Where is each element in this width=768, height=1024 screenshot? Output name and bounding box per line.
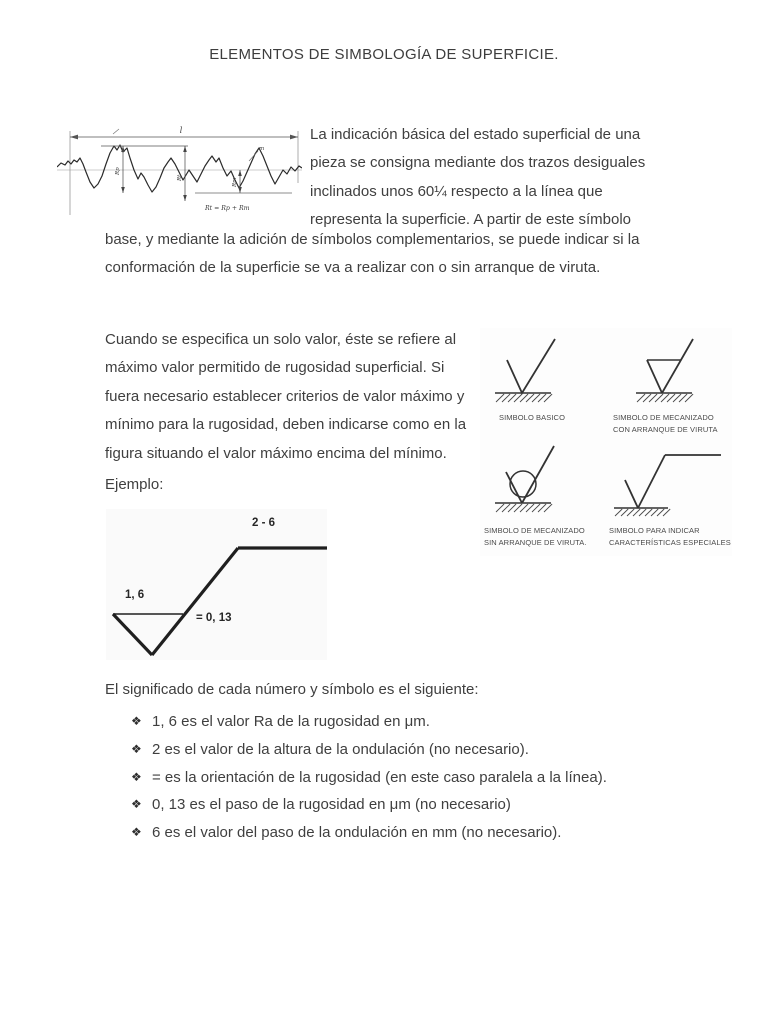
example-label-top: 2 - 6	[252, 517, 276, 529]
special-characteristics-symbol-icon	[608, 440, 726, 518]
profile-formula: Rt = Rp + Rm	[205, 205, 250, 212]
symbol-without-removal-label-line2: SIN ARRANQUE DE VIRUTA.	[484, 537, 587, 547]
list-item: ❖ 6 es el valor del paso de la ondulación en mm (no necesario).	[131, 819, 607, 847]
roughness-profile-drawing	[57, 117, 302, 223]
example-label-left: 1, 6	[125, 589, 145, 601]
material-removal-symbol-icon	[612, 330, 730, 408]
roughness-profile-figure	[57, 117, 302, 223]
profile-arrow-label-rp: Rp	[115, 167, 121, 175]
intro-line: base, y mediante la adición de símbolos complementarios, se puede indicar si la	[105, 231, 640, 248]
symbol-with-material-removal	[612, 330, 732, 435]
paragraph2-line: Cuando se especifica un solo valor, éste se refiere al	[105, 331, 457, 348]
list-item: ❖ = es la orientación de la rugosidad (en este caso paralela a la línea).	[131, 764, 607, 792]
profile-length-label: l	[179, 126, 183, 135]
symbol-special-characteristics	[608, 440, 730, 548]
roughness-values-paragraph	[105, 326, 466, 468]
profile-leader-label: m	[259, 146, 265, 152]
example-symbol-drawing	[106, 509, 327, 660]
intro-line: conformación de la superficie se va a realizar con o sin arranque de viruta.	[105, 259, 601, 277]
symbol-with-removal-label-line2: CON ARRANQUE DE VIRUTA	[613, 424, 718, 434]
symbol-basic-label: SIMBOLO BASICO	[499, 413, 565, 422]
intro-paragraph-full-width	[105, 226, 639, 283]
list-item: ❖ 1, 6 es el valor Ra de la rugosidad en μm.	[131, 708, 607, 736]
intro-line: inclinados unos 60¼ respecto a la línea que	[310, 182, 603, 200]
symbol-without-material-removal	[483, 440, 605, 548]
list-item: ❖ 0, 13 es el paso de la rugosidad en μm (no necesario)	[131, 791, 607, 819]
paragraph2-line: figura situando el valor máximo encima del mínimo.	[105, 444, 447, 462]
symbol-special-label-line2: CARACTERÍSTICAS ESPECIALES	[609, 537, 731, 547]
profile-arrow-label-rt: Rt	[177, 174, 183, 181]
bullet-diamond-icon: ❖	[131, 797, 142, 812]
symbol-basic	[487, 330, 605, 424]
bullet-diamond-icon: ❖	[131, 714, 142, 728]
example-label-middle: = 0, 13	[196, 612, 232, 624]
example-heading: Ejemplo:	[105, 476, 164, 493]
intro-line: La indicación básica del estado superficial de una	[310, 126, 641, 143]
paragraph2-line: fuera necesario establecer criterios de valor máximo y	[105, 387, 465, 405]
no-material-removal-symbol-icon	[483, 440, 601, 518]
basic-symbol-icon	[487, 330, 605, 408]
bullet-diamond-icon: ❖	[131, 741, 142, 756]
intro-line: pieza se consigna mediante dos trazos desiguales	[310, 154, 646, 172]
list-item: ❖ 2 es el valor de la altura de la ondulación (no necesario).	[131, 736, 607, 764]
meaning-list	[131, 708, 607, 847]
profile-arrow-label-rm: Rm	[232, 177, 238, 187]
bullet-diamond-icon: ❖	[131, 825, 142, 840]
symbol-without-removal-label-line1: SIMBOLO DE MECANIZADO	[484, 526, 585, 535]
intro-paragraph-beside-figure	[310, 121, 645, 235]
paragraph2-line: mínimo para la rugosidad, deben indicarse como en la	[105, 416, 467, 434]
bullet-diamond-icon: ❖	[131, 769, 142, 784]
surface-symbols-panel	[480, 328, 732, 556]
paragraph2-line: máximo valor permitido de rugosidad superficial. Si	[105, 359, 445, 377]
intro-line: representa la superficie. A partir de este símbolo	[310, 211, 632, 229]
page-title: ELEMENTOS DE SIMBOLOGÍA DE SUPERFICIE.	[209, 46, 559, 63]
example-figure	[106, 509, 327, 660]
meaning-heading: El significado de cada número y símbolo es el siguiente:	[105, 681, 479, 698]
symbol-with-removal-label-line1: SIMBOLO DE MECANIZADO	[613, 413, 714, 422]
symbol-special-label-line1: SIMBOLO PARA INDICAR	[609, 526, 700, 535]
